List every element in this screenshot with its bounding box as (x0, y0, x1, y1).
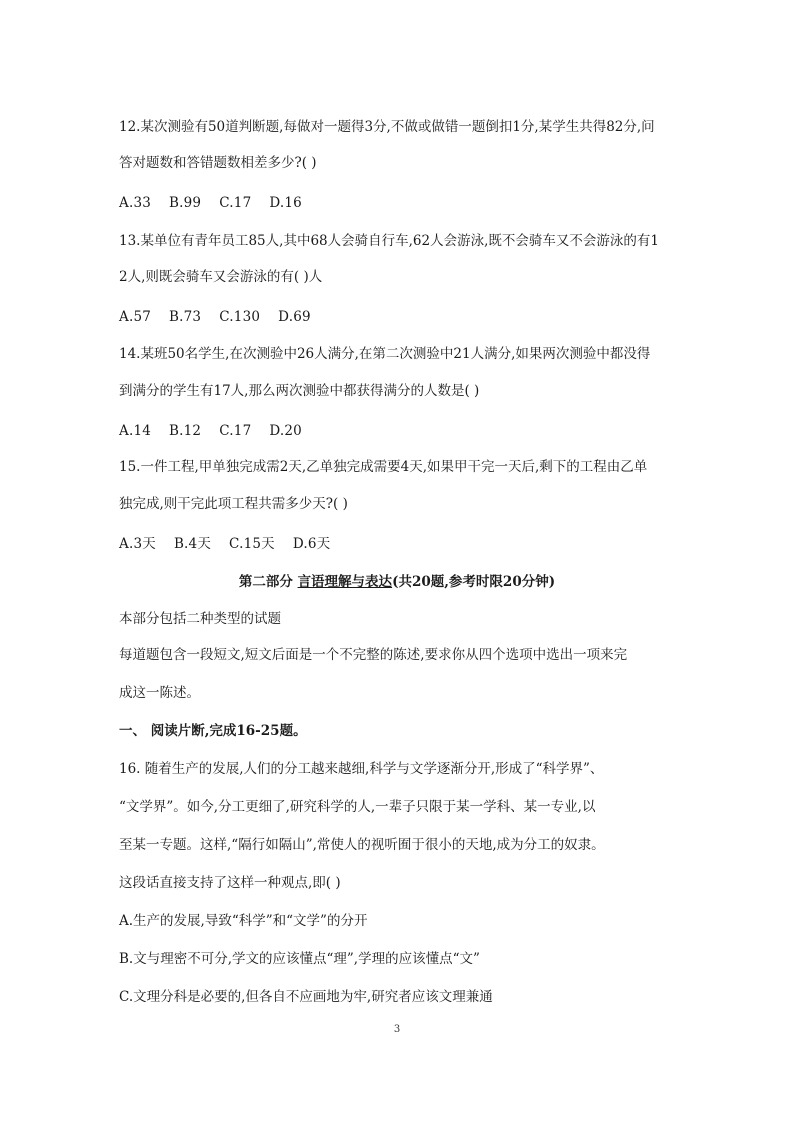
q13-options (119, 307, 329, 327)
q14-option-a: A.14 (119, 423, 152, 439)
q14-option-c: C.17 (219, 423, 252, 439)
q14-line-2: 到满分的学生有17人,那么两次测验中都获得满分的人数是( ) (119, 383, 480, 399)
q16-line-4: 这段话直接支持了这样一种观点,即( ) (119, 875, 341, 891)
q15-line-1: 15.一件工程,甲单独完成需2天,乙单独完成需要4天,如果甲干完一天后,剩下的工程由乙单 (119, 459, 648, 475)
q15-option-b: B.4天 (173, 536, 212, 552)
q13-line-2: 2人,则既会骑车又会游泳的有( )人 (119, 269, 323, 285)
q15-option-d: D.6天 (292, 536, 331, 552)
reading-subheading: 一、 阅读片断,完成16-25题。 (119, 723, 307, 739)
q16-line-1: 16. 随着生产的发展,人们的分工越来越细,科学与文学逐渐分开,形成了“科学界”、 (119, 761, 604, 777)
q12-line-1: 12.某次测验有50道判断题,每做对一题得3分,不做或做错一题倒扣1分,某学生共得82分,问 (119, 119, 655, 135)
section-2-part: 第二部分 (238, 574, 293, 590)
section-2-suffix: (共20题,参考时限20分钟) (392, 574, 556, 590)
intro-line-1: 本部分包括二种类型的试题 (119, 611, 281, 627)
q13-option-b: B.73 (169, 309, 202, 325)
q14-options (119, 421, 320, 441)
q13-line-1: 13.某单位有青年员工85人,其中68人会骑自行车,62人会游泳,既不会骑车又不会游泳的有1 (119, 233, 659, 249)
q15-option-c: C.15天 (229, 536, 275, 552)
q16-option-a: A.生产的发展,导致“科学”和“文学”的分开 (119, 913, 368, 929)
intro-line-2: 每道题包含一段短文,短文后面是一个不完整的陈述,要求你从四个选项中选出一项来完 (119, 647, 628, 663)
q13-option-a: A.57 (119, 309, 152, 325)
q14-option-b: B.12 (169, 423, 202, 439)
q13-option-d: D.69 (278, 309, 311, 325)
intro-line-3: 成这一陈述。 (119, 685, 200, 701)
q12-option-d: D.16 (269, 195, 302, 211)
q12-line-2: 答对题数和答错题数相差多少?( ) (119, 155, 317, 171)
q16-line-2: “文学界”。如今,分工更细了,研究科学的人,一辈子只限于某一学科、某一专业,以 (119, 799, 596, 815)
q14-option-d: D.20 (269, 423, 302, 439)
q16-option-c: C.文理分科是必要的,但各自不应画地为牢,研究者应该文理兼通 (119, 989, 493, 1005)
q13-option-c: C.130 (219, 309, 261, 325)
page-number: 3 (393, 1024, 401, 1035)
q12-option-c: C.17 (219, 195, 252, 211)
q12-options (119, 193, 320, 213)
q12-option-a: A.33 (119, 195, 152, 211)
section-2-heading (0, 572, 794, 592)
section-2-name: 言语理解与表达 (297, 574, 393, 590)
q16-line-3: 至某一专题。这样,“隔行如隔山”,常使人的视听囿于很小的天地,成为分工的奴隶。 (119, 837, 605, 853)
q15-option-a: A.3天 (119, 536, 156, 552)
q15-line-2: 独完成,则干完此项工程共需多少天?( ) (119, 496, 348, 512)
q15-options (119, 534, 348, 554)
q14-line-1: 14.某班50名学生,在次测验中26人满分,在第二次测验中21人满分,如果两次测验中都没得 (119, 346, 651, 362)
q12-option-b: B.99 (169, 195, 202, 211)
q16-option-b: B.文与理密不可分,学文的应该懂点“理”,学理的应该懂点“文” (119, 951, 480, 967)
